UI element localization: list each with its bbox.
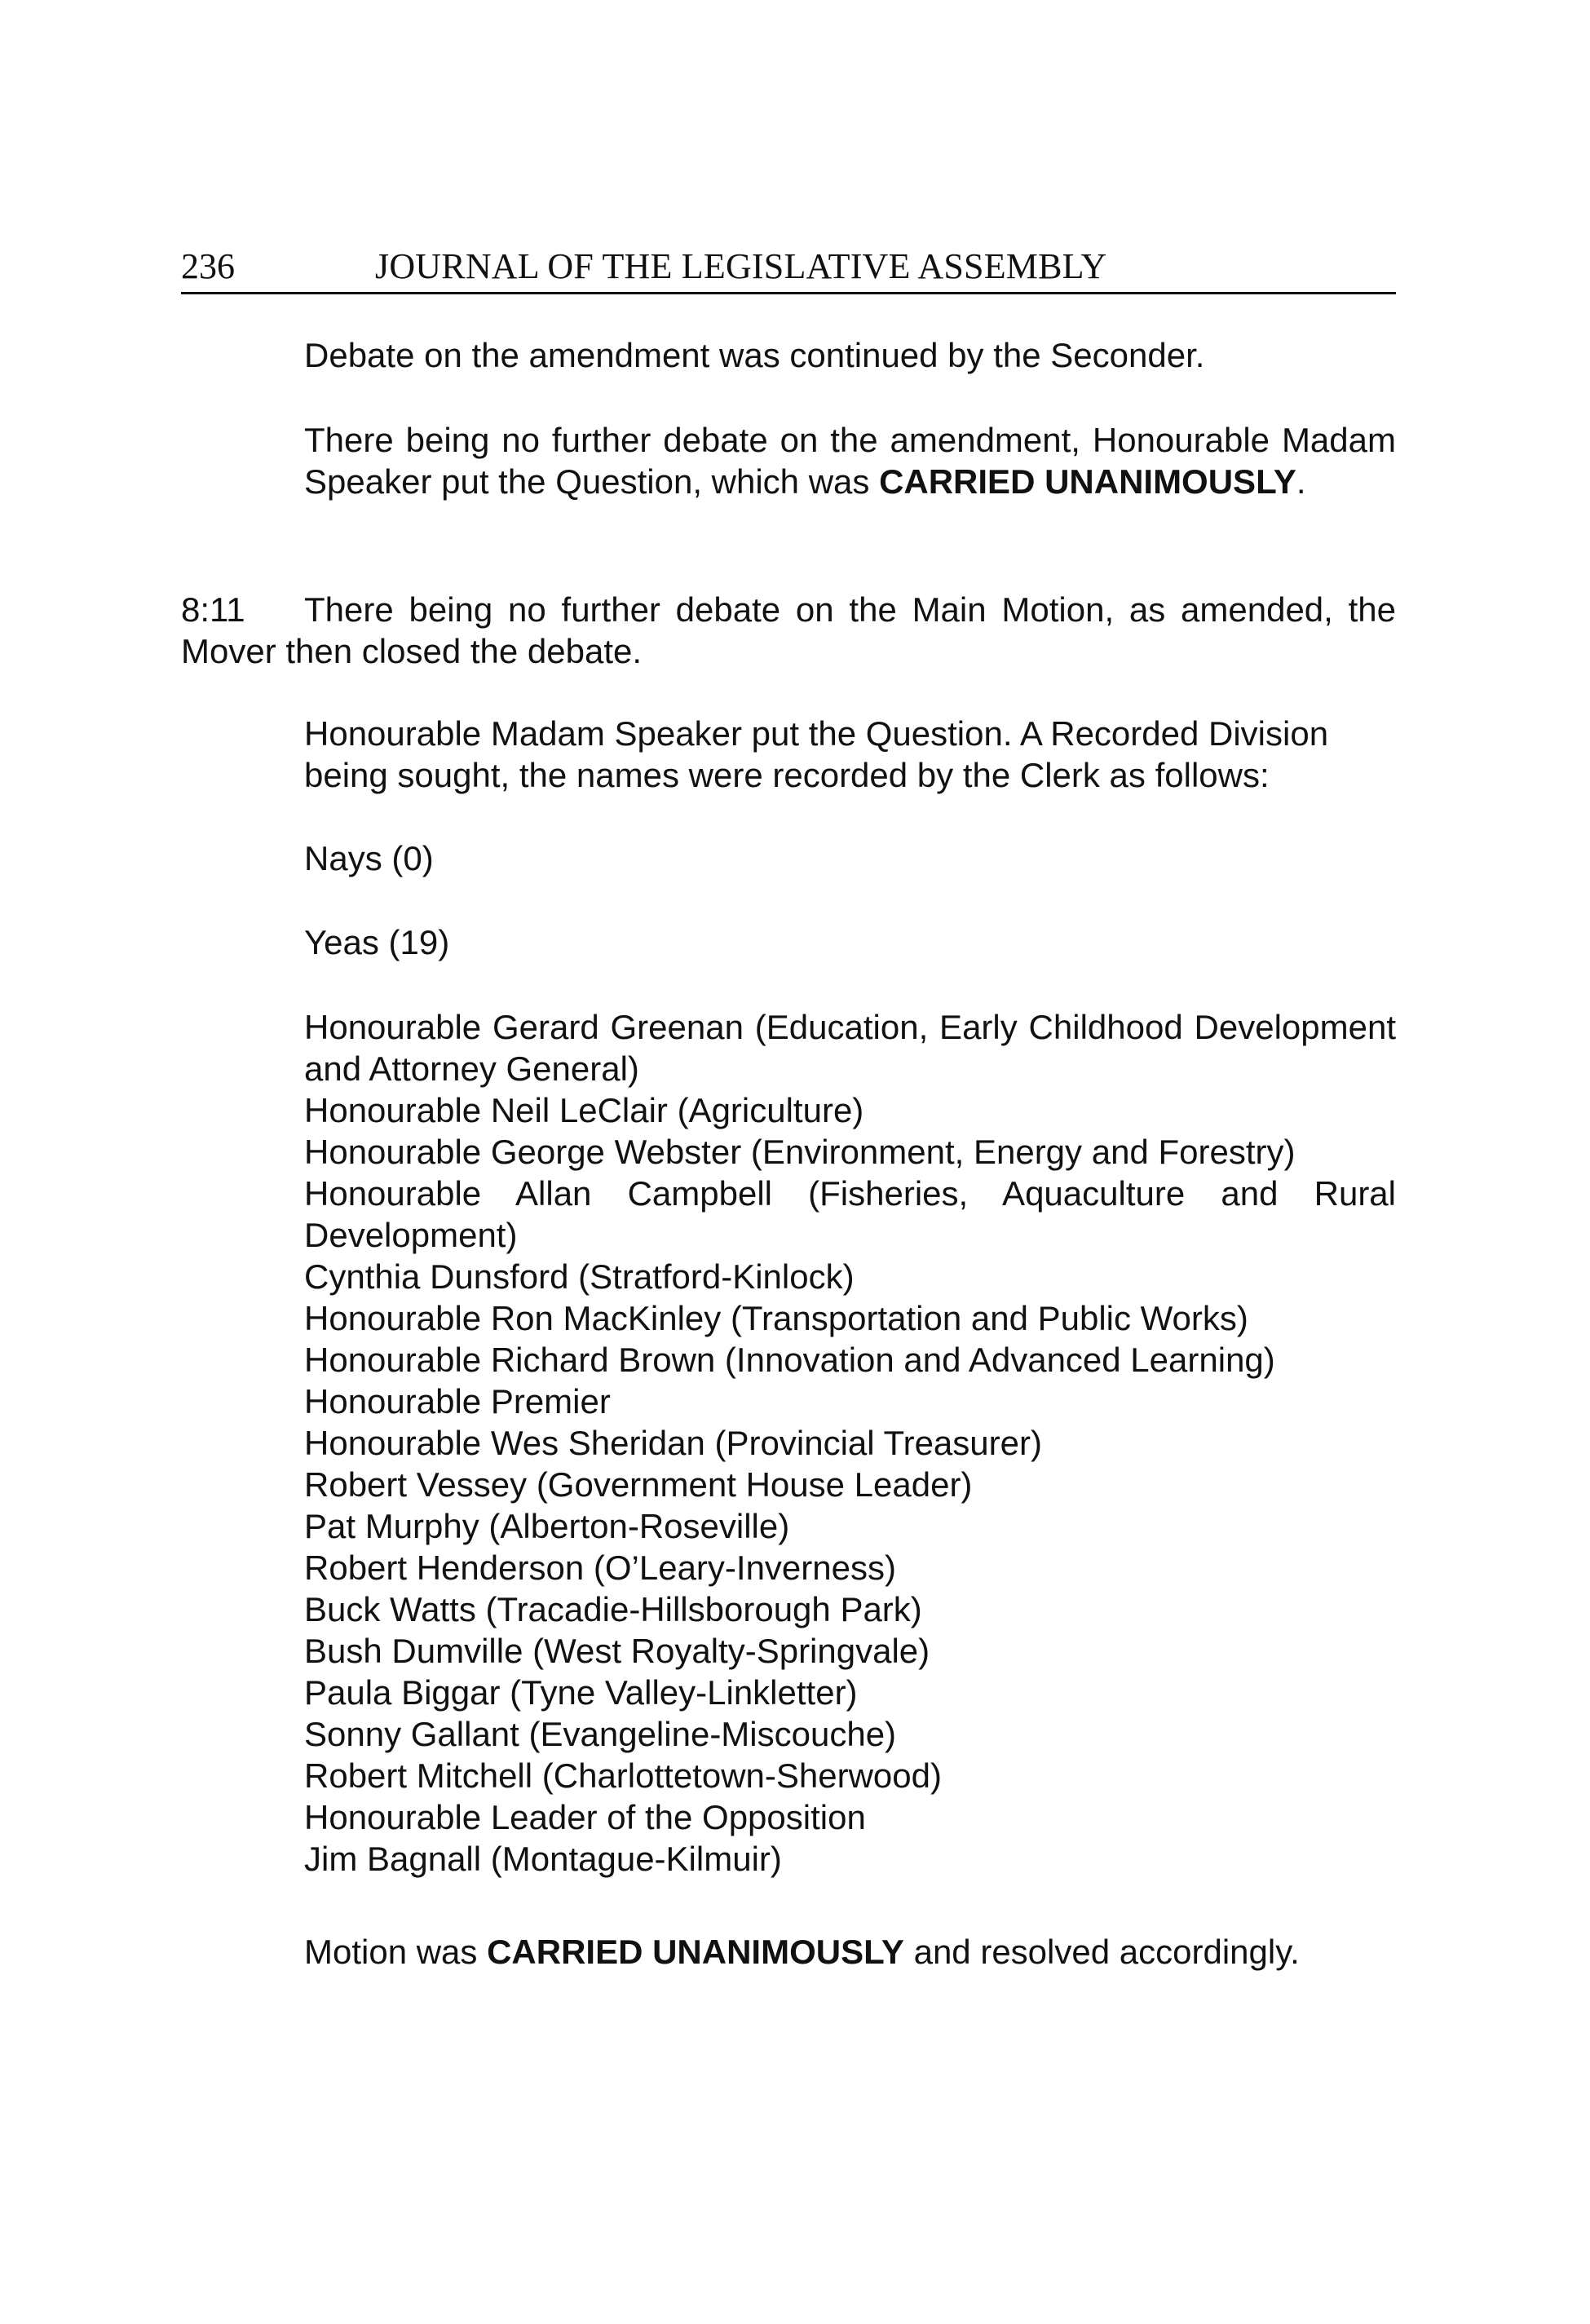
list-item: Honourable George Webster (Environment, Energy and Forestry) — [304, 1133, 1296, 1171]
running-header — [181, 241, 1396, 294]
journal-title: JOURNAL OF THE LEGISLATIVE ASSEMBLY — [375, 246, 1107, 286]
final-motion-paragraph — [304, 1931, 1396, 1973]
list-item: Honourable Richard Brown (Innovation and Advanced Learning) — [304, 1341, 1275, 1379]
list-item: Robert Henderson (O’Leary-Inverness) — [304, 1549, 896, 1587]
list-item: Cynthia Dunsford (Stratford-Kinlock) — [304, 1257, 855, 1296]
nays-heading: Nays (0) — [304, 839, 434, 877]
list-item: Sonny Gallant (Evangeline-Miscouche) — [304, 1715, 897, 1753]
page-number: 236 — [181, 246, 235, 286]
list-item: Honourable Gerard Greenan (Education, Early Childhood Development and Attorney General) — [304, 1008, 1396, 1088]
final-motion-prefix: Motion was — [304, 1933, 488, 1971]
main-motion-text: There being no further debate on the Main Motion, as amended, the Mover then closed the debate. — [181, 590, 1396, 670]
recorded-division-paragraph: Honourable Madam Speaker put the Question. A Recorded Division being sought, the names were recorded by the Clerk as follows: — [304, 714, 1329, 794]
list-item: Pat Murphy (Alberton-Roseville) — [304, 1507, 790, 1545]
list-item: Paula Biggar (Tyne Valley-Linkletter) — [304, 1673, 858, 1712]
list-item: Honourable Leader of the Opposition — [304, 1798, 866, 1836]
list-item: Robert Vessey (Government House Leader) — [304, 1465, 973, 1504]
main-motion-paragraph — [181, 589, 1396, 672]
amendment-carried-result: CARRIED UNANIMOUSLY — [879, 462, 1296, 501]
debate-continued-paragraph: Debate on the amendment was continued by the Seconder. — [304, 336, 1205, 374]
list-item: Honourable Ron MacKinley (Transportation and Public Works) — [304, 1299, 1248, 1337]
list-item: Jim Bagnall (Montague-Kilmuir) — [304, 1840, 782, 1878]
final-motion-suffix: and resolved accordingly. — [903, 1933, 1300, 1971]
list-item: Honourable Premier — [304, 1382, 611, 1420]
yeas-heading: Yeas (19) — [304, 923, 450, 961]
list-item: Bush Dumville (West Royalty-Springvale) — [304, 1632, 930, 1670]
list-item: Honourable Allan Campbell (Fisheries, Aquaculture and Rural Development) — [304, 1174, 1396, 1254]
final-carried-result: CARRIED UNANIMOUSLY — [487, 1933, 904, 1971]
list-item: Buck Watts (Tracadie-Hillsborough Park) — [304, 1590, 922, 1628]
yeas-member-list — [304, 1006, 1396, 1880]
paragraph-number: 8:11 — [181, 590, 245, 629]
amendment-question-paragraph — [304, 419, 1396, 502]
list-item: Honourable Neil LeClair (Agriculture) — [304, 1091, 864, 1129]
list-item: Robert Mitchell (Charlottetown-Sherwood) — [304, 1756, 942, 1795]
list-item: Honourable Wes Sheridan (Provincial Treasurer) — [304, 1424, 1042, 1462]
amendment-question-text: There being no further debate on the amendment, Honourable Madam Speaker put the Question, which was — [304, 421, 1396, 501]
amendment-question-end: . — [1296, 462, 1306, 501]
